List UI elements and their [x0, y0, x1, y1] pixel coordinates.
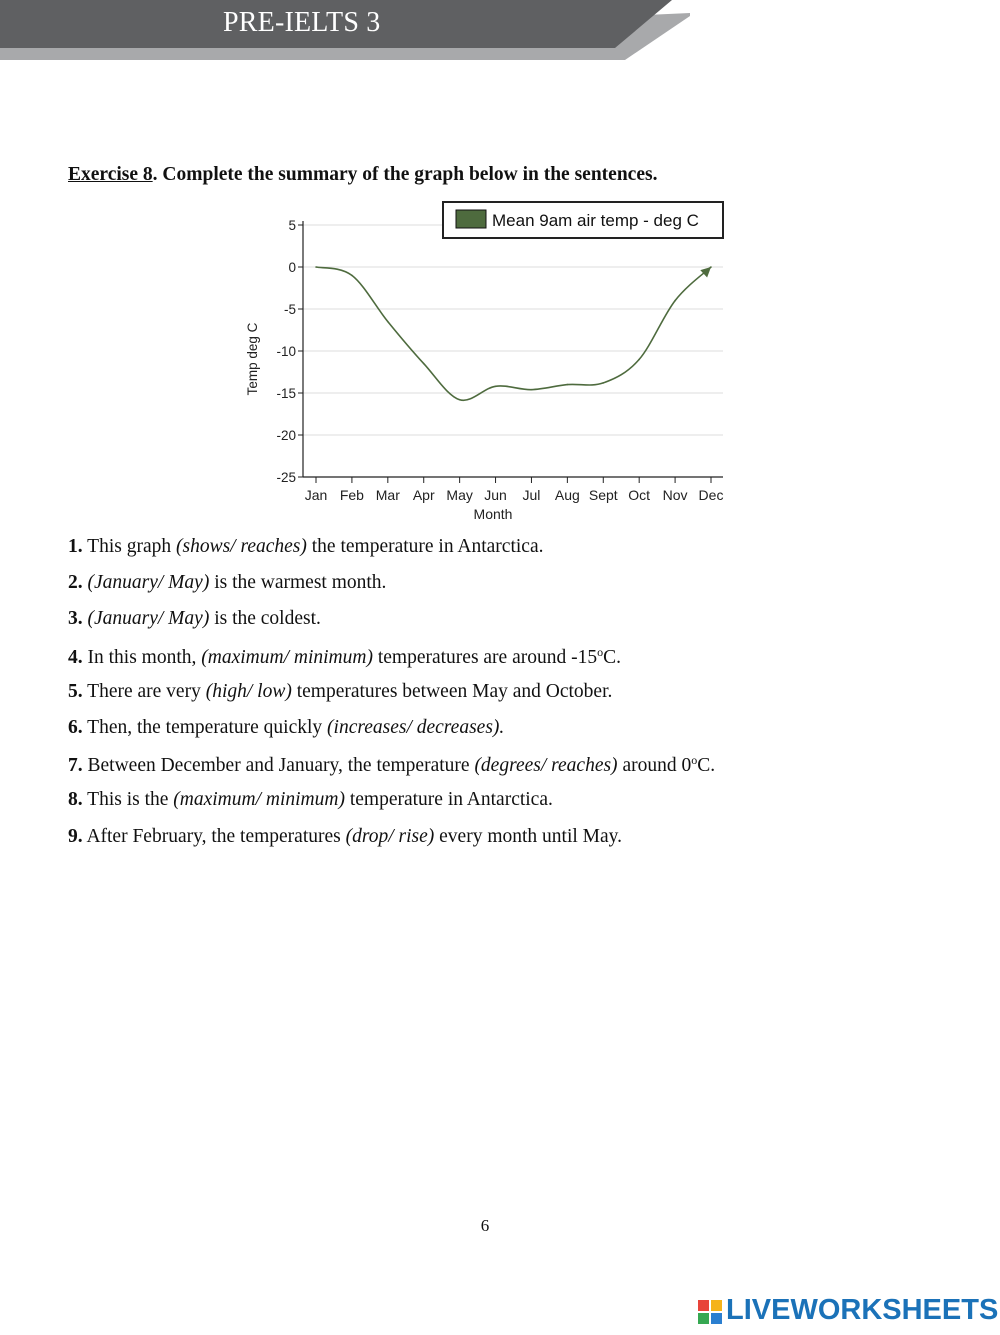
question-number: 8. — [68, 789, 83, 811]
answer-options[interactable]: (January/ May) — [87, 608, 210, 630]
y-tick-label: -15 — [276, 386, 296, 401]
x-tick-label: Aug — [554, 487, 580, 503]
data-point — [351, 275, 353, 277]
y-tick-label: 5 — [288, 218, 296, 233]
brand-name: LIVEWORKSHEETS — [726, 1294, 999, 1326]
question-text: Then, the temperature quickly — [87, 717, 328, 738]
x-tick-label: Feb — [339, 487, 364, 503]
question-number: 9. — [68, 825, 83, 847]
question-text: is the coldest. — [209, 608, 321, 630]
question-text: the temperature in Antarctica. — [306, 536, 544, 557]
answer-options[interactable]: (drop/ rise) — [345, 825, 435, 847]
chart-series — [315, 266, 712, 400]
series-line-1 — [316, 267, 711, 400]
answer-options[interactable]: (maximum/ minimum) — [201, 646, 373, 668]
data-point — [602, 382, 604, 384]
exercise-label: Exercise 8 — [68, 164, 153, 185]
y-tick-label: 0 — [288, 260, 296, 275]
question-text: After February, the temperatures — [86, 825, 346, 847]
banner-shape — [0, 0, 1000, 62]
question-text: around 0 — [617, 755, 692, 777]
y-tick-label: -25 — [276, 470, 296, 485]
exercise-title — [68, 164, 657, 186]
question-text: C. — [697, 755, 716, 777]
answer-options[interactable]: (shows/ reaches) — [175, 536, 307, 557]
liveworksheets-logo-icon — [698, 1300, 722, 1324]
answer-options[interactable]: (maximum/ minimum) — [173, 789, 345, 811]
x-tick-label: May — [446, 487, 473, 503]
legend-label: Mean 9am air temp - deg C — [492, 211, 699, 230]
data-point — [423, 363, 425, 365]
data-point — [495, 385, 497, 387]
question-text: C. — [603, 646, 621, 668]
x-tick-label: Oct — [628, 487, 651, 503]
degree-superscript: o — [597, 644, 604, 659]
question-2 — [68, 572, 386, 594]
header-title: PRE-IELTS 3 — [223, 7, 381, 38]
data-point — [315, 266, 317, 268]
answer-options[interactable]: (January/ May) — [87, 572, 210, 594]
y-tick-label: -5 — [283, 302, 296, 317]
question-text: This graph — [87, 536, 176, 557]
degree-superscript: o — [691, 753, 698, 768]
question-8 — [68, 789, 553, 811]
legend-swatch — [456, 210, 486, 228]
question-text: Between December and January, the temperature — [87, 755, 475, 777]
question-number: 6. — [68, 717, 83, 738]
question-text: In this month, — [87, 646, 202, 668]
x-tick-label: Nov — [662, 487, 688, 503]
chart-axes — [303, 221, 723, 477]
x-tick-label: Jan — [304, 487, 328, 503]
header-banner — [0, 0, 1000, 62]
data-point — [638, 359, 640, 361]
page-number: 6 — [480, 1216, 490, 1235]
question-number: 5. — [68, 680, 83, 702]
question-number: 7. — [68, 755, 83, 777]
question-text: This is the — [87, 789, 174, 811]
x-tick-label: Mar — [375, 487, 400, 503]
question-number: 4. — [68, 646, 83, 668]
series-arrowhead — [700, 267, 711, 277]
question-number: 1. — [68, 536, 83, 557]
question-5 — [68, 681, 612, 703]
chart-grid — [303, 225, 723, 435]
chart-ticks — [276, 218, 723, 503]
answer-options[interactable]: (increases/ decreases). — [327, 717, 505, 738]
exercise-instruction: . Complete the summary of the graph below in the sentences. — [152, 164, 658, 185]
x-tick-label: Sept — [588, 487, 618, 503]
question-text: temperatures are around -15 — [372, 646, 598, 668]
question-7 — [68, 753, 715, 777]
question-text: There are very — [87, 680, 206, 702]
question-number: 3. — [68, 608, 83, 630]
y-axis-label: Temp deg C — [245, 322, 260, 396]
y-tick-label: -20 — [276, 428, 296, 443]
answer-options[interactable]: (high/ low) — [205, 680, 292, 702]
x-tick-label: Apr — [412, 487, 435, 503]
x-tick-label: Dec — [698, 487, 724, 503]
question-text: temperatures between May and October. — [291, 680, 613, 702]
x-tick-label: Jul — [522, 487, 541, 503]
question-1 — [68, 536, 543, 558]
data-point — [387, 321, 389, 323]
data-point — [459, 399, 461, 401]
question-text: is the warmest month. — [209, 572, 387, 594]
temperature-chart — [235, 195, 735, 530]
data-point — [567, 384, 569, 386]
question-6 — [68, 717, 504, 739]
question-text: every month until May. — [434, 825, 623, 847]
answer-options[interactable]: (degrees/ reaches) — [474, 755, 618, 777]
y-tick-label: -10 — [276, 344, 296, 359]
question-number: 2. — [68, 572, 83, 594]
data-point — [674, 300, 676, 302]
x-tick-label: Jun — [484, 487, 507, 503]
data-point — [531, 389, 533, 391]
chart-svg — [235, 195, 735, 525]
question-text: temperature in Antarctica. — [344, 789, 553, 811]
question-4 — [68, 645, 621, 669]
question-3 — [68, 608, 321, 630]
x-axis-label: Month — [473, 506, 513, 522]
question-9 — [68, 826, 622, 848]
chart-legend — [443, 202, 723, 238]
